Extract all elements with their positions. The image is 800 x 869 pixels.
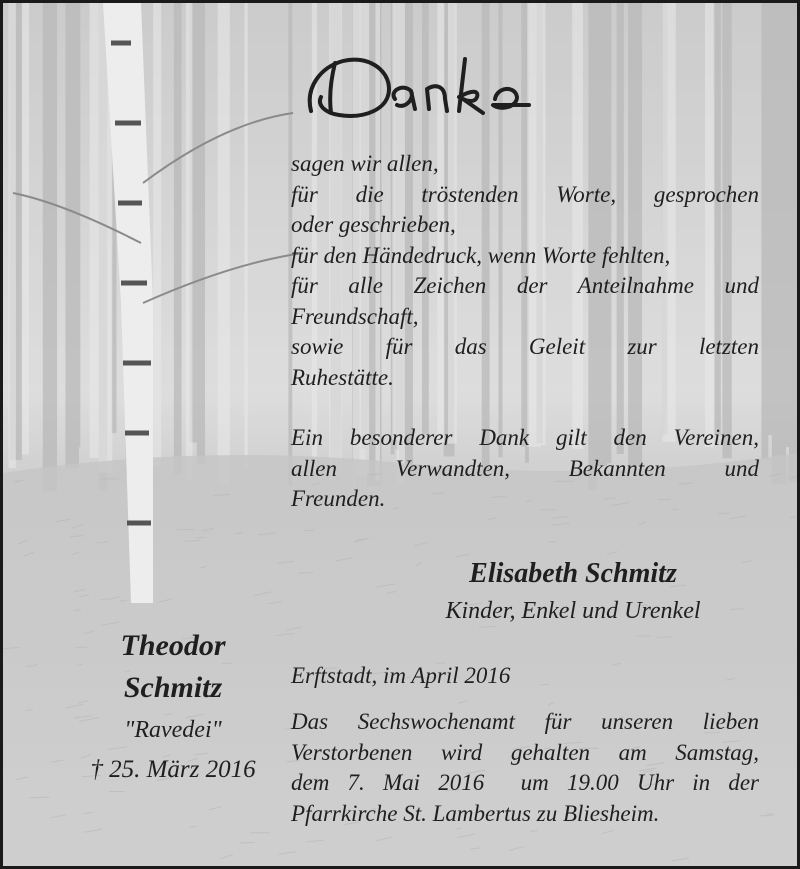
notice-line: Das Sechswochenamt für unseren lieben bbox=[291, 709, 759, 734]
signer-block bbox=[403, 557, 743, 627]
deceased-last-name: Schmitz bbox=[123, 671, 223, 704]
poem-line: für den Händedruck, wenn Worte fehlten, bbox=[291, 242, 671, 268]
thank-you-poem bbox=[291, 149, 759, 515]
signer-name: Elisabeth Schmitz bbox=[469, 558, 677, 589]
deceased-nickname: "Ravedei" bbox=[124, 717, 222, 743]
notice-line: Pfarrkirche St. Lambertus zu Bliesheim. bbox=[291, 800, 660, 826]
deceased-first-name: Theodor bbox=[120, 629, 226, 662]
thanks-line: Freunden. bbox=[291, 486, 386, 511]
thanks-line: allen Verwandten, Bekannten und bbox=[291, 455, 759, 481]
thanks-line: Ein besonderer Dank gilt den Vereinen, bbox=[291, 425, 759, 450]
death-date: † 25. März 2016 bbox=[90, 756, 256, 783]
place-date: Erftstadt, im April 2016 bbox=[291, 663, 511, 688]
danke-heading bbox=[291, 39, 611, 129]
mass-notice bbox=[291, 707, 759, 829]
notice-line: Verstorbenen wird gehalten am Samstag, bbox=[291, 739, 759, 765]
poem-line: oder geschrieben, bbox=[291, 212, 456, 237]
danke-script-lettering bbox=[291, 39, 611, 129]
poem-line: für alle Zeichen der Anteilnahme und bbox=[291, 273, 759, 298]
poem-line: für die tröstenden Worte, gesprochen bbox=[291, 181, 759, 207]
poem-line: Freundschaft, bbox=[291, 303, 419, 329]
poem-line: Ruhestätte. bbox=[291, 364, 394, 390]
signer-family: Kinder, Enkel und Urenkel bbox=[445, 598, 701, 624]
poem-line: sowie für das Geleit zur letzten bbox=[291, 334, 759, 359]
poem-line: sagen wir allen, bbox=[291, 151, 439, 176]
notice-line: dem 7. Mai 2016 um 19.00 Uhr in der bbox=[291, 770, 759, 795]
deceased-block bbox=[55, 625, 291, 787]
danke-heading-text: Danke bbox=[291, 39, 294, 40]
